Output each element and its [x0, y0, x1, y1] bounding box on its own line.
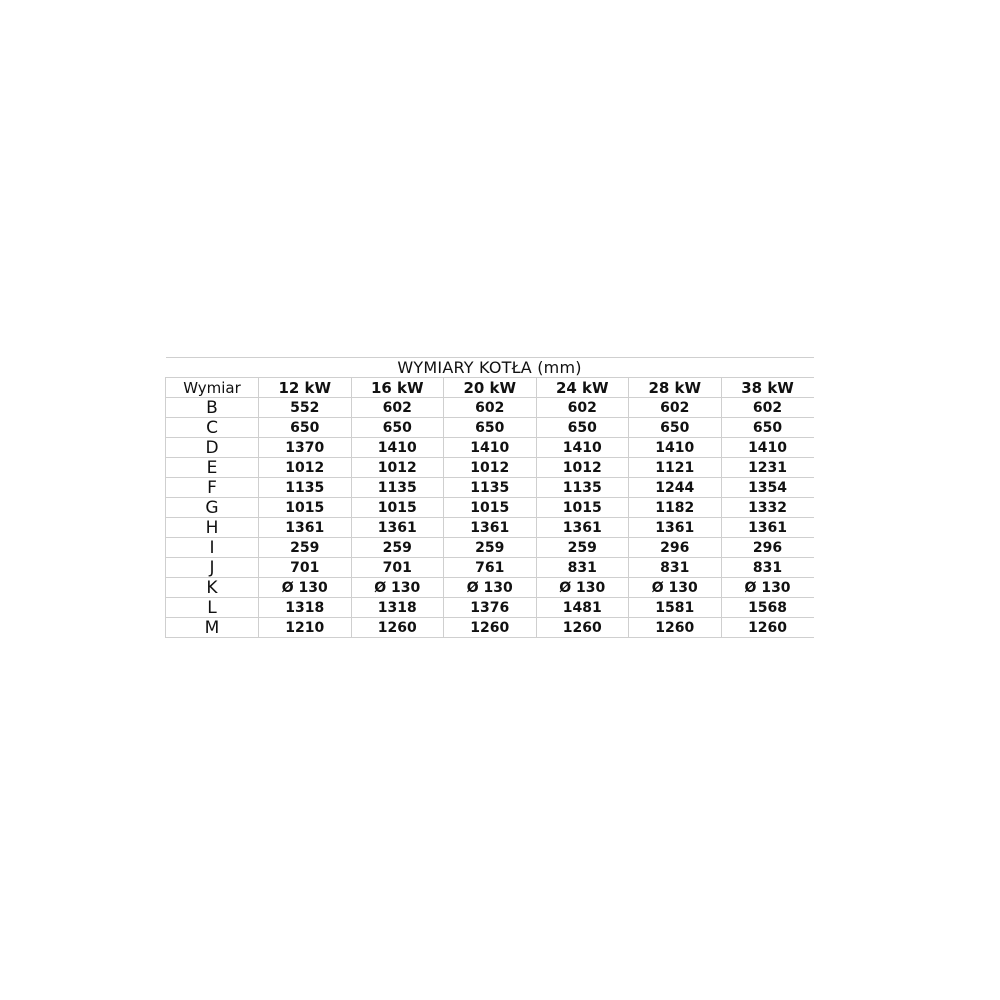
table-cell: 1361: [444, 518, 537, 538]
table-cell: 1410: [536, 438, 629, 458]
dimensions-table: [165, 357, 814, 638]
table-cell: 259: [351, 538, 444, 558]
table-body: [166, 398, 814, 638]
row-label: H: [166, 518, 259, 538]
table-cell: 602: [536, 398, 629, 418]
table-cell: 1182: [629, 498, 722, 518]
table-row: [166, 498, 814, 518]
table-cell: 1481: [536, 598, 629, 618]
table-cell: 1015: [351, 498, 444, 518]
table-cell: 1260: [629, 618, 722, 638]
column-header: 28 kW: [629, 378, 722, 398]
table-cell: 650: [629, 418, 722, 438]
table-cell: Ø 130: [629, 578, 722, 598]
table-cell: Ø 130: [259, 578, 352, 598]
table-cell: 650: [536, 418, 629, 438]
table-cell: 296: [629, 538, 722, 558]
table-cell: 650: [444, 418, 537, 438]
table-cell: 1135: [444, 478, 537, 498]
table-cell: 1015: [259, 498, 352, 518]
row-label: K: [166, 578, 259, 598]
table-cell: 1012: [536, 458, 629, 478]
table-title: WYMIARY KOTŁA (mm): [166, 358, 814, 378]
table-cell: 650: [721, 418, 814, 438]
table-cell: 1210: [259, 618, 352, 638]
table-row: [166, 558, 814, 578]
table-cell: 1318: [259, 598, 352, 618]
table-cell: 1581: [629, 598, 722, 618]
table-row: [166, 518, 814, 538]
row-label: I: [166, 538, 259, 558]
table-cell: 831: [629, 558, 722, 578]
table-row: [166, 578, 814, 598]
table-cell: 259: [259, 538, 352, 558]
table-cell: 1410: [721, 438, 814, 458]
row-label: F: [166, 478, 259, 498]
table-cell: 1332: [721, 498, 814, 518]
table-header-row: [166, 378, 814, 398]
table-cell: 602: [351, 398, 444, 418]
row-label: L: [166, 598, 259, 618]
table-cell: 1135: [259, 478, 352, 498]
table-cell: Ø 130: [536, 578, 629, 598]
table-cell: 831: [536, 558, 629, 578]
column-header: 12 kW: [259, 378, 352, 398]
table-cell: 259: [536, 538, 629, 558]
table-cell: 831: [721, 558, 814, 578]
table-cell: 761: [444, 558, 537, 578]
table-row: [166, 478, 814, 498]
table-cell: 1318: [351, 598, 444, 618]
table-row: [166, 418, 814, 438]
table-cell: 1121: [629, 458, 722, 478]
row-label: C: [166, 418, 259, 438]
table-row: [166, 598, 814, 618]
table-cell: 1568: [721, 598, 814, 618]
table-cell: 1015: [444, 498, 537, 518]
table-cell: 1410: [629, 438, 722, 458]
table-cell: 1135: [351, 478, 444, 498]
column-header: 16 kW: [351, 378, 444, 398]
table-cell: 701: [259, 558, 352, 578]
table-cell: 1260: [536, 618, 629, 638]
table-cell: 1354: [721, 478, 814, 498]
table-row: [166, 618, 814, 638]
table-cell: 1231: [721, 458, 814, 478]
table-cell: Ø 130: [351, 578, 444, 598]
table-cell: 602: [721, 398, 814, 418]
table-cell: 701: [351, 558, 444, 578]
table-cell: 1015: [536, 498, 629, 518]
table-cell: 650: [259, 418, 352, 438]
table-cell: 1361: [721, 518, 814, 538]
table-cell: 1361: [259, 518, 352, 538]
table-cell: 1361: [536, 518, 629, 538]
table-row: [166, 438, 814, 458]
column-header: 38 kW: [721, 378, 814, 398]
column-header: 24 kW: [536, 378, 629, 398]
table-cell: 1410: [351, 438, 444, 458]
table-cell: 1260: [351, 618, 444, 638]
column-header: 20 kW: [444, 378, 537, 398]
column-header-dimension: Wymiar: [166, 378, 259, 398]
table-cell: Ø 130: [444, 578, 537, 598]
table-cell: 259: [444, 538, 537, 558]
table-cell: 552: [259, 398, 352, 418]
table-cell: 1410: [444, 438, 537, 458]
row-label: B: [166, 398, 259, 418]
table-row: [166, 538, 814, 558]
table-cell: 650: [351, 418, 444, 438]
table-cell: 1135: [536, 478, 629, 498]
table-cell: 1012: [259, 458, 352, 478]
row-label: E: [166, 458, 259, 478]
table-cell: 1260: [444, 618, 537, 638]
row-label: J: [166, 558, 259, 578]
table-cell: Ø 130: [721, 578, 814, 598]
table-cell: 1376: [444, 598, 537, 618]
table-row: [166, 458, 814, 478]
table-cell: 602: [629, 398, 722, 418]
table-cell: 1370: [259, 438, 352, 458]
row-label: G: [166, 498, 259, 518]
table-cell: 1012: [351, 458, 444, 478]
table-cell: 1244: [629, 478, 722, 498]
row-label: M: [166, 618, 259, 638]
table-cell: 1361: [629, 518, 722, 538]
table-row: [166, 398, 814, 418]
table-cell: 1012: [444, 458, 537, 478]
table-cell: 1260: [721, 618, 814, 638]
row-label: D: [166, 438, 259, 458]
table-cell: 602: [444, 398, 537, 418]
table-title-row: [166, 358, 814, 378]
table-cell: 1361: [351, 518, 444, 538]
table-cell: 296: [721, 538, 814, 558]
